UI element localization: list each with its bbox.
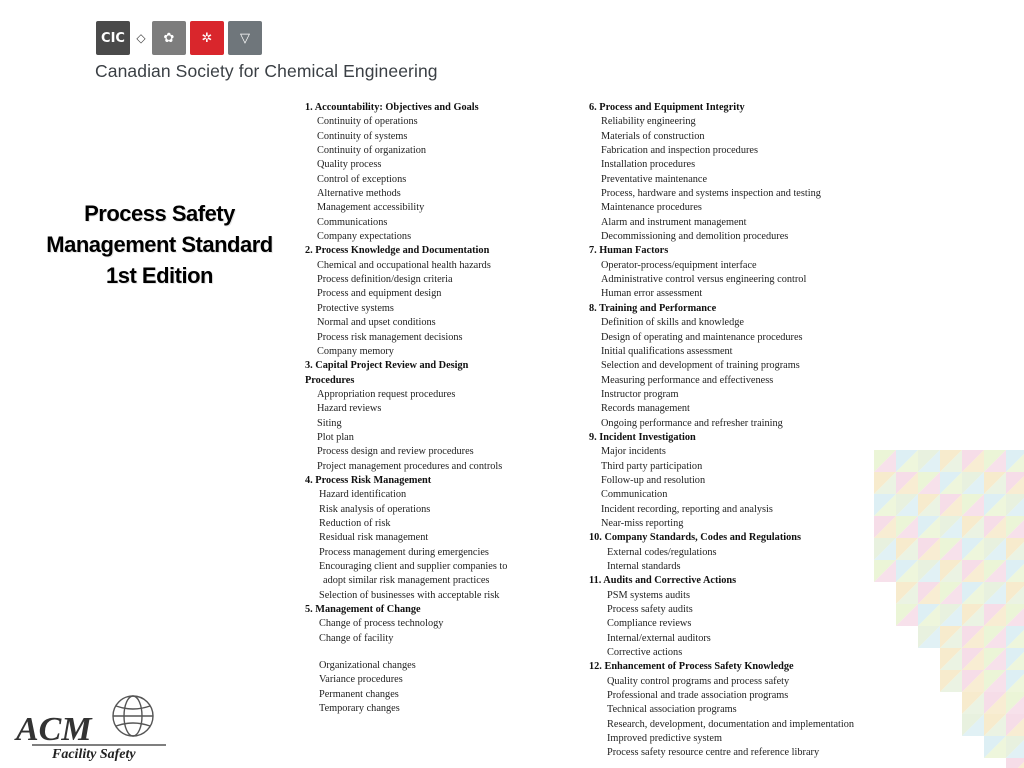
list-item: Variance procedures [319,674,403,686]
list-item: Human error assessment [601,288,703,300]
list-item: Process management during emergencies [319,546,489,558]
csche-rings-logo-icon: ✿ [152,21,186,55]
title-line-3: 1st Edition [106,263,213,288]
list-item: Alternative methods [317,188,401,200]
acm-brand-text: ACM [16,711,92,748]
list-item: Normal and upset conditions [317,317,436,329]
list-item: Follow-up and resolution [601,474,706,486]
list-item: Process safety resource centre and reference library [607,747,820,759]
list-item: Continuity of organization [317,145,427,157]
list-item: Plot plan [317,431,354,443]
list-item: Operator-process/equipment interface [601,259,757,271]
section-heading: 5. Management of Change [305,604,421,616]
spacer [305,646,507,659]
list-item: Quality control programs and process safety [607,675,790,687]
list-item: Internal/external auditors [607,632,711,644]
list-item: Design of operating and maintenance procedures [601,331,803,343]
list-item: Process risk management decisions [317,331,463,343]
list-item: Process safety audits [607,604,693,616]
list-item: Hazard identification [319,489,407,501]
list-item: Administrative control versus engineering control [601,274,807,286]
list-item: Hazard reviews [317,403,382,415]
section-heading: 12. Enhancement of Process Safety Knowledge [589,661,794,673]
list-item: Management accessibility [317,202,425,214]
section-heading: 4. Process Risk Management [305,474,432,486]
list-item: Process and equipment design [317,288,442,300]
list-item: adopt similar risk management practices [323,575,490,587]
list-item: Siting [317,417,342,429]
list-item: Reduction of risk [319,517,391,529]
list-item: Measuring performance and effectiveness [601,374,774,386]
list-item: Selection of businesses with acceptable risk [319,589,500,601]
list-item: Materials of construction [601,130,705,142]
list-item: Process definition/design criteria [317,274,453,286]
list-item: Reliability engineering [601,116,696,128]
list-item: Initial qualifications assessment [601,345,733,357]
list-item: Company expectations [317,231,412,243]
list-item: Definition of skills and knowledge [601,317,744,329]
list-item: Corrective actions [607,647,683,659]
header-logos [96,20,262,56]
geometric-triangle-pattern-icon [874,450,1024,768]
list-item: Organizational changes [319,660,416,672]
list-item: Company memory [317,345,394,357]
list-item: Chemical and occupational health hazards [317,259,491,271]
section-heading: 11. Audits and Corrective Actions [589,575,737,587]
list-item: Fabrication and inspection procedures [601,145,758,157]
title-line-1: Process Safety [84,201,235,226]
list-item: External codes/regulations [607,546,717,558]
slide-title [22,198,297,291]
list-item: PSM systems audits [607,589,690,601]
acm-tagline-text: Facility Safety [52,747,136,762]
title-line-2: Management Standard [46,232,273,257]
list-item: Temporary changes [319,703,400,715]
society-name: Canadian Society for Chemical Engineering [95,61,438,81]
list-item: Change of facility [319,632,394,644]
list-item: Project management procedures and controls [317,460,503,472]
section-heading: 2. Process Knowledge and Documentation [305,245,490,257]
csche-triangle-logo-icon: ▽ [228,21,262,55]
standard-elements-right-column [589,101,854,761]
list-item: Quality process [317,159,382,171]
list-item: Records management [601,403,690,415]
list-item: Continuity of operations [317,116,418,128]
list-item: Appropriation request procedures [317,388,456,400]
list-item: Communications [317,216,388,228]
list-item: Process design and review procedures [317,446,474,458]
list-item: Control of exceptions [317,173,407,185]
list-item: Professional and trade association programs [607,690,789,702]
list-item: Installation procedures [601,159,696,171]
section-heading: 3. Capital Project Review and Design [305,360,469,372]
list-item: Permanent changes [319,688,399,700]
list-item: Selection and development of training programs [601,360,800,372]
list-item: Risk analysis of operations [319,503,431,515]
list-item: Compliance reviews [607,618,692,630]
list-item: Communication [601,489,668,501]
section-heading: 10. Company Standards, Codes and Regulations [589,532,801,544]
list-item: Maintenance procedures [601,202,702,214]
section-heading: 8. Training and Performance [589,302,717,314]
list-item: Preventative maintenance [601,173,708,185]
list-item: Decommissioning and demolition procedures [601,231,789,243]
list-item: Protective systems [317,302,394,314]
csche-red-molecule-logo-icon: ✲ [190,21,224,55]
csche-diamond-separator-icon: ◇ [136,30,146,45]
csche-cic-logo-icon: CIC [96,21,130,55]
list-item: Encouraging client and supplier companies to [319,561,508,572]
section-heading: Procedures [305,374,355,386]
acm-globe-logo-icon [8,688,168,763]
list-item: Process, hardware and systems inspection and testing [601,188,821,200]
list-item: Instructor program [601,388,679,400]
list-item: Ongoing performance and refresher training [601,417,783,429]
list-item: Residual risk management [319,532,429,544]
section-heading: 1. Accountability: Objectives and Goals [305,102,479,113]
list-item: Incident recording, reporting and analysis [601,503,773,515]
list-item: Technical association programs [607,704,737,716]
list-item: Third party participation [601,460,703,472]
section-heading: 9. Incident Investigation [589,431,696,443]
list-item: Continuity of systems [317,130,408,142]
list-item: Improved predictive system [607,733,722,745]
section-heading: 7. Human Factors [589,245,669,257]
standard-elements-left-column [305,101,507,716]
list-item: Research, development, documentation and implementation [607,718,855,730]
list-item: Major incidents [601,446,666,458]
list-item: Change of process technology [319,618,444,630]
list-item: Alarm and instrument management [601,216,747,228]
list-item: Near-miss reporting [601,517,684,529]
list-item: Internal standards [607,561,681,572]
section-heading: 6. Process and Equipment Integrity [589,102,745,113]
